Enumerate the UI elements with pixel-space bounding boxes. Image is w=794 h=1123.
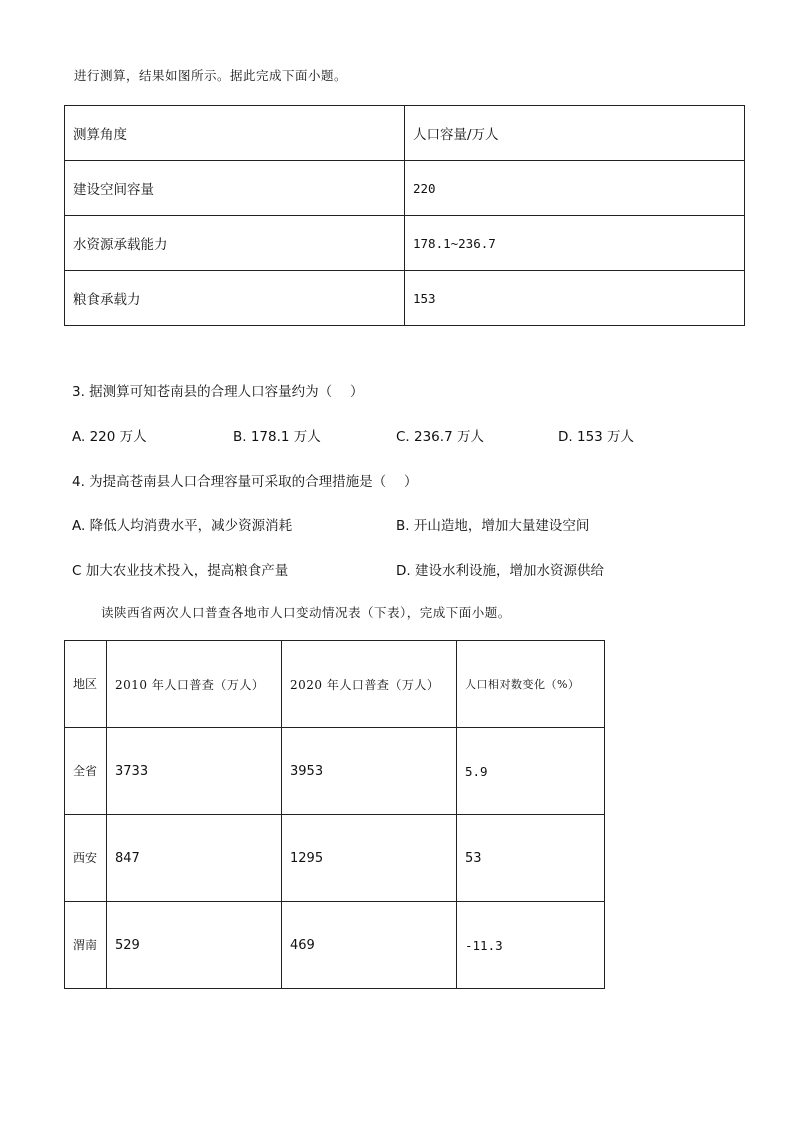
question-4-stem: 4. 为提高苍南县人口合理容量可采取的合理措施是（ ）: [72, 474, 418, 490]
table-cell: -11.3: [457, 902, 605, 989]
q4-option-c: C 加大农业技术投入，提高粮食产量: [72, 563, 289, 579]
table-cell: 渭南: [65, 902, 107, 989]
table-cell: 全省: [65, 728, 107, 815]
table-header-row: [65, 106, 745, 161]
table-row: [65, 902, 605, 989]
q4-option-a: A. 降低人均消费水平，减少资源消耗: [72, 518, 293, 534]
q3-option-c: C. 236.7 万人: [396, 429, 484, 445]
header-cell: 人口容量/万人: [405, 106, 745, 161]
table-cell: 220: [405, 161, 745, 216]
q3-option-a: A. 220 万人: [72, 429, 147, 445]
table-cell: 水资源承载能力: [65, 216, 405, 271]
table-cell: 529: [107, 902, 282, 989]
table-cell: 847: [107, 815, 282, 902]
header-cell: 测算角度: [65, 106, 405, 161]
header-cell: 地区: [65, 641, 107, 728]
q3-option-d: D. 153 万人: [558, 429, 635, 445]
table-cell: 西安: [65, 815, 107, 902]
table-cell: 469: [282, 902, 457, 989]
table-row: [65, 161, 745, 216]
table-header-row: [65, 641, 605, 728]
table-row: [65, 728, 605, 815]
q4-option-b: B. 开山造地，增加大量建设空间: [396, 518, 590, 534]
header-cell: 人口相对数变化（%）: [457, 641, 605, 728]
table-cell: 粮食承载力: [65, 271, 405, 326]
intro-text: 进行测算，结果如图所示。据此完成下面小题。: [74, 68, 348, 83]
table-cell: 5.9: [457, 728, 605, 815]
table-row: [65, 815, 605, 902]
table-cell: 178.1~236.7: [405, 216, 745, 271]
table-cell: 建设空间容量: [65, 161, 405, 216]
q4-option-d: D. 建设水利设施，增加水资源供给: [396, 563, 604, 579]
table-row: [65, 271, 745, 326]
intro-text-2: 读陕西省两次人口普查各地市人口变动情况表（下表），完成下面小题。: [101, 605, 511, 620]
header-cell: 2020 年人口普查（万人）: [282, 641, 457, 728]
table-cell: 1295: [282, 815, 457, 902]
table-row: [65, 216, 745, 271]
table-cell: 3953: [282, 728, 457, 815]
q3-option-b: B. 178.1 万人: [233, 429, 321, 445]
table-cell: 3733: [107, 728, 282, 815]
capacity-table: [64, 105, 745, 326]
header-cell: 2010 年人口普查（万人）: [107, 641, 282, 728]
census-table: [64, 640, 605, 989]
question-3-stem: 3. 据测算可知苍南县的合理人口容量约为（ ）: [72, 384, 364, 400]
table-cell: 153: [405, 271, 745, 326]
table-cell: 53: [457, 815, 605, 902]
